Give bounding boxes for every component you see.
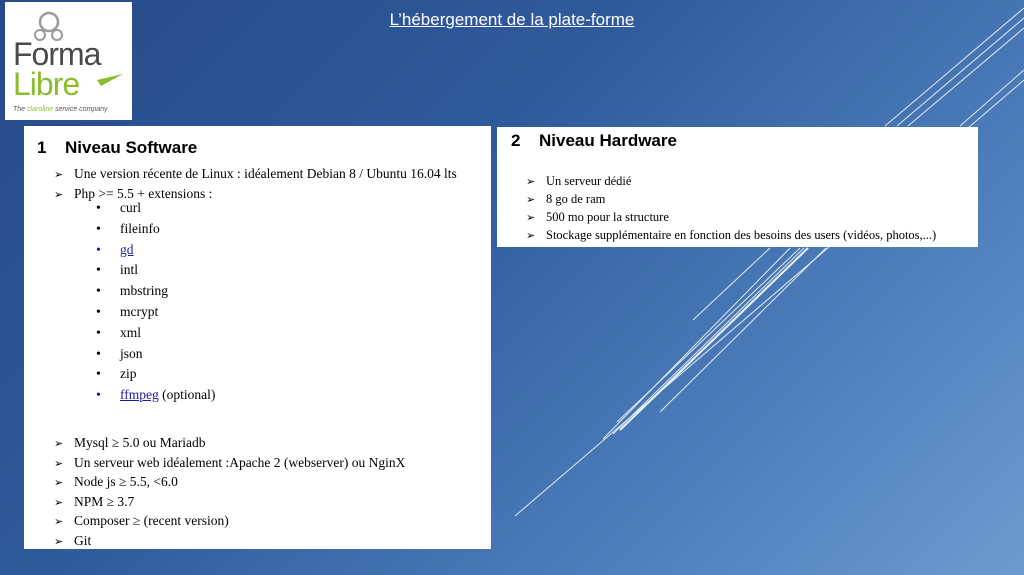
logo-wordmark-libre: Libre [13,66,80,102]
list-item [54,454,405,474]
extension-name: json [120,345,143,361]
list-item-text: Git [74,532,92,548]
bullet-dot-icon: • [96,284,101,300]
arrow-bullet-icon: ➢ [526,194,536,206]
formalibre-logo [5,2,132,120]
list-item [96,198,215,219]
logo-tagline-suffix: service company [53,106,108,113]
arrow-bullet-icon: ➢ [526,212,536,224]
list-item [96,281,215,302]
list-item [54,512,405,532]
slide-title: L’hébergement de la plate-forme [389,10,635,29]
extension-note: (optional) [158,387,216,403]
list-item [96,323,215,344]
extension-name: zip [120,366,137,382]
list-item-text: Mysql ≥ 5.0 ou Mariadb [74,435,206,450]
list-item [526,191,936,209]
extension-name: xml [120,324,142,340]
list-item-text: Une version récente de Linux : idéalement Debian 8 / Ubuntu 16.04 lts [74,166,457,181]
list-item-text: Php >= 5.5 + extensions : [74,185,213,201]
extension-link-gd[interactable]: gd [120,241,134,257]
list-item-text: NPM ≥ 3.7 [74,493,135,509]
hardware-heading-title: Niveau Hardware [539,131,677,150]
hardware-panel [497,127,978,247]
bullet-dot-icon: • [96,201,101,216]
bullet-dot-icon: • [96,263,101,279]
list-item [96,240,215,261]
software-list-bottom [54,434,405,551]
extension-name: intl [120,262,139,278]
bullet-dot-icon: • [96,325,101,341]
arrow-bullet-icon: ➢ [54,516,64,528]
logo-tagline-brand: claroline [27,106,54,113]
logo-tagline [13,106,108,113]
bullet-dot-icon: • [96,346,101,362]
list-item-text: 8 go de ram [546,192,606,206]
list-item [96,302,215,323]
list-item [96,364,215,385]
php-extensions-list [96,198,215,406]
list-item-text: 500 mo pour la structure [546,210,669,224]
software-heading-number: 1 [37,138,47,157]
hardware-list [526,173,936,245]
bullet-dot-icon: • [96,304,101,320]
arrow-bullet-icon: ➢ [54,496,64,509]
arrow-bullet-icon: ➢ [54,188,64,201]
list-item [96,260,215,281]
bullet-dot-icon: • [96,388,101,404]
extension-name: curl [120,200,141,215]
logo-wordmark-forma: Forma [13,36,101,72]
hardware-heading-number: 2 [511,131,521,150]
software-heading [37,138,197,158]
list-item [54,473,405,493]
arrow-bullet-icon: ➢ [54,169,64,181]
list-item [54,493,405,513]
extension-link-ffmpeg[interactable]: ffmpeg [120,387,159,403]
arrow-bullet-icon: ➢ [54,457,64,470]
software-panel [24,126,491,549]
extension-name: mcrypt [120,303,159,319]
logo-tagline-prefix: The [13,106,28,113]
list-item [54,434,405,454]
arrow-bullet-icon: ➢ [54,477,64,489]
extension-name: mbstring [120,283,169,299]
list-item [96,344,215,365]
arrow-bullet-icon: ➢ [54,438,64,450]
arrow-bullet-icon: ➢ [54,535,64,548]
list-item [54,532,405,552]
list-item-text: Un serveur web idéalement :Apache 2 (webserver) ou NginX [74,454,406,470]
list-item-text: Node js ≥ 5.5, <6.0 [74,474,178,489]
bullet-dot-icon: • [96,221,101,237]
list-item [526,173,936,191]
list-item [54,165,457,185]
hardware-heading [511,131,677,151]
list-item-text: Composer ≥ (recent version) [74,513,229,528]
list-item [526,227,936,245]
software-heading-title: Niveau Software [65,138,198,157]
arrow-bullet-icon: ➢ [526,176,536,188]
bullet-dot-icon: • [96,367,101,383]
list-item [526,209,936,227]
extension-name: fileinfo [120,220,160,236]
list-item-text: Stockage supplémentaire en fonction des besoins des users (vidéos, photos,...) [546,228,937,242]
list-item-text: Un serveur dédié [546,174,632,188]
list-item [96,385,215,406]
arrow-bullet-icon: ➢ [526,230,536,242]
list-item [96,219,215,240]
bullet-dot-icon: • [96,242,101,258]
